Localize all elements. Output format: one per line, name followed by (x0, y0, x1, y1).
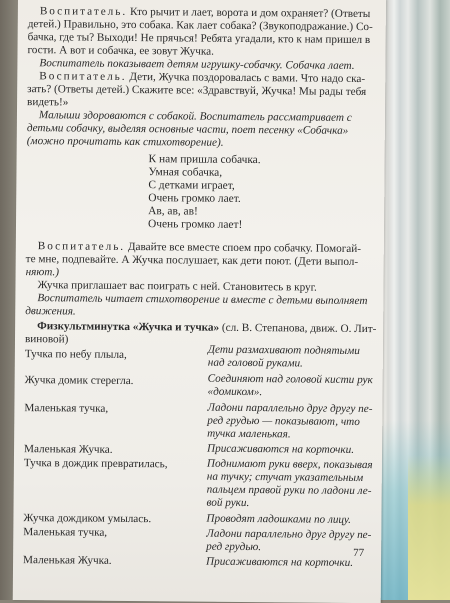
text-line: гости. А вот и собачка, ее зовут Жучка. (27, 44, 214, 58)
exercise-verse-line: Маленькая тучка, (23, 526, 108, 539)
text-line: детей.) Правильно, это собака. Как лает собака? (Звукоподражание.) Со- (27, 18, 373, 34)
exercise-verse-line: Тучка в дождик превратилась, (23, 457, 168, 471)
exercise-credit: виновой) (24, 333, 69, 346)
poem-line: К нам пришла собачка. (148, 153, 261, 167)
exercise-movement: Проводят ладошками по лицу. (206, 512, 352, 526)
exercise-movement: Присаживаются на корточки. (206, 555, 354, 569)
book-cover-edge-yellow (408, 455, 450, 600)
text-line: бачка, где ты? Выходи! Не прячься! Ребята угадали, кто к нам пришел в (27, 31, 371, 47)
exercise-movement: пальцем правой руки по ладони ле- (206, 483, 372, 498)
text-line: Жучка приглашает вас поиграть с ней. Становитесь в круг. (37, 279, 317, 294)
exercise-verse-line: Тучка по небу плыла, (24, 348, 127, 361)
exercise-movement: на тучку; стучат указательным (206, 470, 364, 485)
poem-line: С детками играет, (148, 179, 235, 192)
stage-direction: Воспитатель читает стихотворение и вместе с детьми выполняет (37, 292, 368, 308)
stage-direction: детьми собачку, выделяя основные части, поет песенку «Собачка» (26, 122, 349, 137)
exercise-verse-line: Маленькая Жучка. (23, 443, 113, 456)
poem-line: Умная собачка, (148, 166, 223, 179)
exercise-movement: «домиком». (207, 385, 263, 399)
stage-direction: няют.) (25, 266, 60, 279)
exercise-movement: Ладони параллельно друг другу пе- (206, 527, 372, 542)
book-page (13, 0, 386, 603)
page-number: 77 (353, 546, 365, 560)
exercise-movement: вой руки. (206, 496, 250, 510)
exercise-verse-line: Жучка домик стерегла. (24, 374, 134, 388)
exercise-movement: Поднимают руки вверх, показывая (206, 457, 373, 472)
exercise-movement: Присаживаются на корточки. (207, 442, 355, 456)
stage-direction: Воспитатель показывает детям игрушку-собачку. Собачка лает. (39, 57, 355, 72)
exercise-verse-line: Маленькая тучка, (24, 402, 109, 415)
poem-line: Очень громко лает. (148, 192, 241, 205)
exercise-heading: Физкультминутка «Жучка и тучка» (сл. В. Степанова, движ. О. Лит- (37, 320, 377, 336)
exercise-movement: ред грудью — показывают, что (207, 414, 360, 428)
stage-direction: движения. (25, 305, 76, 318)
text-line: зать? (Ответы детей.) Скажите все: «Здравствуй, Жучка! Мы рады тебя (27, 83, 367, 99)
stage-direction: (можно прочитать как стихотворение). (26, 135, 224, 149)
stage-direction: Малыши здороваются с собакой. Воспитатель рассматривает с (38, 109, 352, 124)
exercise-movement: Ладони параллельно друг другу пе- (207, 401, 373, 416)
exercise-movement: тучка маленькая. (207, 427, 291, 441)
text-line: видеть!» (27, 96, 69, 109)
poem-line: Очень громко лает! (147, 218, 243, 231)
text-line: Воспитатель. Давайте все вместе споем про собачку. Помогай- (37, 240, 362, 256)
text-line: Воспитатель. Кто рычит и лает, ворота и дом охраняет? (Ответы (39, 5, 371, 21)
exercise-movement: над головой руками. (207, 356, 303, 370)
exercise-movement: Дети размахивают поднятыми (207, 343, 360, 357)
exercise-movement: Соединяют над головой кисти рук (207, 372, 373, 387)
exercise-movement: ред грудью. (206, 540, 262, 554)
exercise-verse-line: Маленькая Жучка. (23, 554, 112, 567)
text-line: те мне, подпевайте. А Жучка послушает, как дети поют. (Дети выпол- (25, 253, 359, 268)
exercise-verse-line: Жучка дождиком умылась. (23, 512, 152, 526)
poem-line: Ав, ав, ав! (148, 205, 198, 218)
text-line: Воспитатель. Дети, Жучка поздоровалась с вами. Что надо ска- (39, 70, 366, 86)
